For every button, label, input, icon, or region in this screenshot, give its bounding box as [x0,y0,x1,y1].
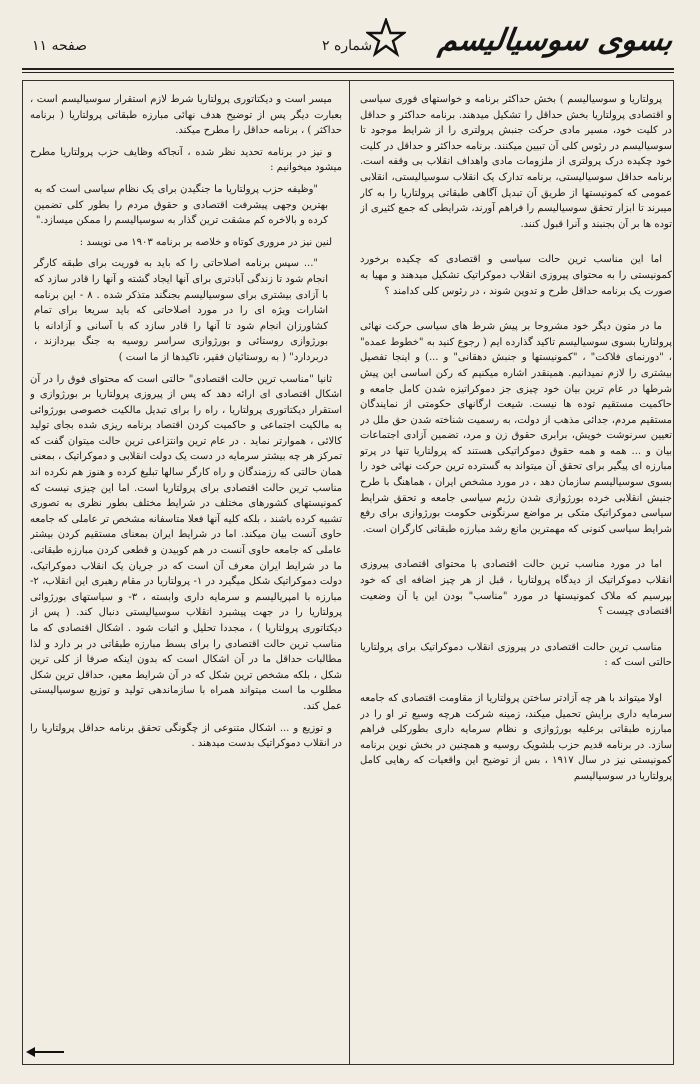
paragraph: اما در مورد مناسب ترین حالت اقتصادی با محتوای اقتصادی پیروزی انقلاب دموکراتیک از دیدگاه پرولتاریا ، قبل از هر چیز اضافه ای که خود بپرسیم که ملاک کمونیستها در مورد "مناسب" بودن این یا آن وضعیت اقتصادی چیست ؟ [360,559,672,618]
paragraph: اما این مناسب ترین حالت سیاسی و اقتصادی که چکیده برخورد کمونیستی را به محتوای پیروزی انقلاب دموکراتیک تشکیل میدهند و مهیا به صورت یک برنامه حداقل طرح و تدوین شوند ، در رئوس کلی کدامند ؟ [360,254,672,297]
paragraph: ثانیا "مناسب ترین حالت اقتصادی" حالتی است که محتوای فوق را در آن اشکال اقتصادی ای ارائه دهد که پس از پیروزی پرولتاریا بر بورژوازی و استقرار دیکتاتوری پرولتاریا ، راه را برای تبدیل مالکیت خصوصی بورژوائی به مالکیت اجتماعی و حاکمیت کردن اقتصاد برنامه ریزی شده بجای تولید کالائی ، هموارتر نماید . در عام ترین وانتزاعی ترین حالت میتوان گفت که تمرکز هر چه بیشتر سرمایه در دست یک دولت انقلابی و دموکراتیک ، بمعنی همان حالتی که رزمندگان و راه کارگر سالها تبلیغ کرده و هنوز هم نکرده اند مناسب ترین حالت اقتصادی برای پرولتاریا است. اما این چیزی نیست که کمونیستهای کشورهای مختلف در شرایط مختلف بطور نظری به تصوری تشبیه کرده باشند ، بلکه کلیه آنها فعلا متاسفانه مشخص تر عاملی که جامعه حاوی آنست بیان میکند. اما در شرایط ایران بمعنای مستقیم کردن بیشتر عاملی که جامعه حاوی آنست در هم کوبیدن و قطعی کردن مبارزه طبقاتی. ما در شرایط ایران معرف آن است که در جریان یک انقلاب دموکراتیک، دولت دموکراتیک شکل میگیرد در ۱- پرولتاریا در مقام رهبری این انقلاب، ۲- مبارزه با امپریالیسم و سرمایه داری وابسته ، ۳- و سیاستهای بورژوائی پرولتاریا را در جهت پیشبرد انقلاب سوسیالیستی دنبال کند. ( پس از دیکتاتوری پرولتاریا ) ، مجددا تحلیل و اثبات شود . اشکال اقتصادی که ما مناسب ترین حالت اقتصادی را برای بسط مبارزه طبقاتی در بر دارد و لذا مطالبات حداقل ما در آن اشکال است که بدون اینکه صرفا از کلی ترین شکل ، بلکه مشخص ترین شکل که در آن شرایط معین، حداقل ترین شکل مطلوب ما است میتواند همراه با سازماندهی تولید و توزیع سوسیالیستی عمل کند. [30,373,342,712]
quote: "... سپس برنامه اصلاحاتی را که باید به فوریت برای طبقه کارگر انجام شود تا زندگی آبادتری برای آنها ایجاد گشته و آنها را قادر سازد که با آزادی بیشتری برای سوسیالیسم بجنگند متذکر شده . ۸ - این برنامه اشارات ویژه ای را در مورد اصلاحاتی که باید سریعا برای تمام کشاورزان انجام شود تا آنها را قادر سازد که با آسانی و آزادانه با بورژوازی روستائی و بورژوازی سراسر روسیه به جنگ بپردازند ، دربردارد" ( به روستائیان فقیر، تاکیدها از ما است ) [34,258,329,363]
masthead [22,12,680,68]
paragraph: مناسب ترین حالت اقتصادی در پیروزی انقلاب دموکراتیک برای پرولتاریا حالتی است که : [360,641,672,669]
column-divider [349,80,350,1065]
page-number: صفحه ۱۱ [32,38,88,54]
paragraph: لنین نیز در مروری کوتاه و خلاصه بر برنامه ۱۹۰۳ می نویسد : [79,236,332,248]
issue-number: شماره ۲ [322,38,373,54]
header-rule [22,68,674,70]
paragraph: پرولتاریا و سوسیالیسم ) بخش حداکثر برنامه و خواستهای فوری سیاسی و اقتصادی پرولتاریا بخش حداقل را تشکیل میدهند. برنامه حداکثر و حداقل در کلیت خود، مسیر مادی حرکت جنبش پرولتری را از شرایط موجود تا سوسیالیسم در رئوس کلی آن تبیین میکنند. برنامه حداکثر و حداقل در کلیت خود چکیده درک پرولتری از ملزومات مادی واهداف انقلاب بی وقفه است. برنامه حداقل سوسیالیستی، برنامه تدارک یک انقلاب سوسیالیستی، انقلابی عمومی که کمونیستها از طریق آن تبدیل آگاهی طبقاتی پرولتاریا را به کار میبرند تا ابزار تحقق سوسیالیسم را فراهم آورند، شرایطی که جمع کثیری از توده ها بر آن بجنبند و آنرا قبول کنند. [360,94,672,230]
quote: "وظیفه حزب پرولتاریا ما جنگیدن برای یک نظام سیاسی است که به بهترین وجهی پیشرفت اقتصادی و حقوق مردم را بطور کلی تضمین کرده و بالاخره کم مشقت ترین گذار به سوسیالیسم را ممکن میسازد." [34,183,328,227]
paragraph: و توزیع و ... اشکال متنوعی از چگونگی تحقق برنامه حداقل پرولتاریا را در انقلاب دموکراتیک بدست میدهند . [30,722,342,750]
continue-arrow-icon [26,1046,66,1058]
masthead-title: بسوی سوسیالیسم [436,22,675,58]
paragraph: ما در متون دیگر خود مشروحا بر پیش شرط های سیاسی حرکت نهائی پرولتاریا بسوی سوسیالیسم تاکید گذارده ایم ( رجوع کنید به "خطوط عمده" ، "دورنمای فلاکت" ، "کمونیستها و جنبش دهقانی" و ...) و اینجا تفصیل بیشتری را لازم نمیدانیم. همینقدر اشاره میکنیم که رکن اساسی این پیش شرطها در عام ترین بیان خود چیزی جز دموکراتیزه شدن کامل جامعه و حاکمیت مستقیم توده ها نیست. شیعت ارگانهای حکومتی از نمایندگان مستقیم مردم، جدائی مذهب از دولت، به رسمیت شناخته شدن حق ملل در تعیین سرنوشت خویش، برابری حقوق زن و مرد، تضمین آزادی اجتماعات بیان و ... همه و همه حقوق دموکراتیکی هستند که پرولتاریا تنها در پرتو مبارزه ای پیگیر برای تحقق آن میتواند به گسترده ترین حرکت نهائی خود را بسوی سوسیالیسم سازمان دهد ، در مورد مشخص ایران ، هماهنگ با طرح جنبش انقلابی خرده بورژوازی شدن رژیم سیاسی جامعه و تحقق شرایط سیاسی دموکراتیک متکی بر مواضع سرنگونی حکومت بورژوازی برای رفع شرایط سیاسی کنونی که مهمترین مانع رشد مبارزه طبقاتی کارگران است. [360,321,672,535]
paragraph: اولا میتواند با هر چه آزادتر ساختن پرولتاریا از مقاومت اقتصادی که جامعه سرمایه داری برایش تحمیل میکند، زمینه شرکت هرچه وسیع تر او را در مبارزه طبقاتی برعلیه بورژوازی و نظام سرمایه داری بطورکلی فراهم سازد. در برنامه قدیم حزب بلشویک روسیه و همچنین در بخش نوین برنامه کمونیستی نیز در سال ۱۹۱۷ ، بس از توضیح این واقعیات که رهایی کامل پرولتاریا در سوسیالیسم [360,693,672,782]
paragraph: و نیز در برنامه تحدید نظر شده ، آنجاکه وظایف حزب پرولتاریا مطرح میشود میخوانیم : [30,146,342,174]
masthead-logo [372,14,675,66]
header-rule-thin [22,72,674,73]
article-column-right [360,92,672,1058]
paragraph: میسر است و دیکتاتوری پرولتاریا شرط لازم استقرار سوسیالیسم است ، بعبارت دیگر پس از توضیح هدف نهائی مبارزه طبقاتی پرولتاریا ( برنامه حداکثر ) ، برنامه حداقل را مطرح میکند. [30,94,342,137]
article-column-left [30,92,342,1058]
